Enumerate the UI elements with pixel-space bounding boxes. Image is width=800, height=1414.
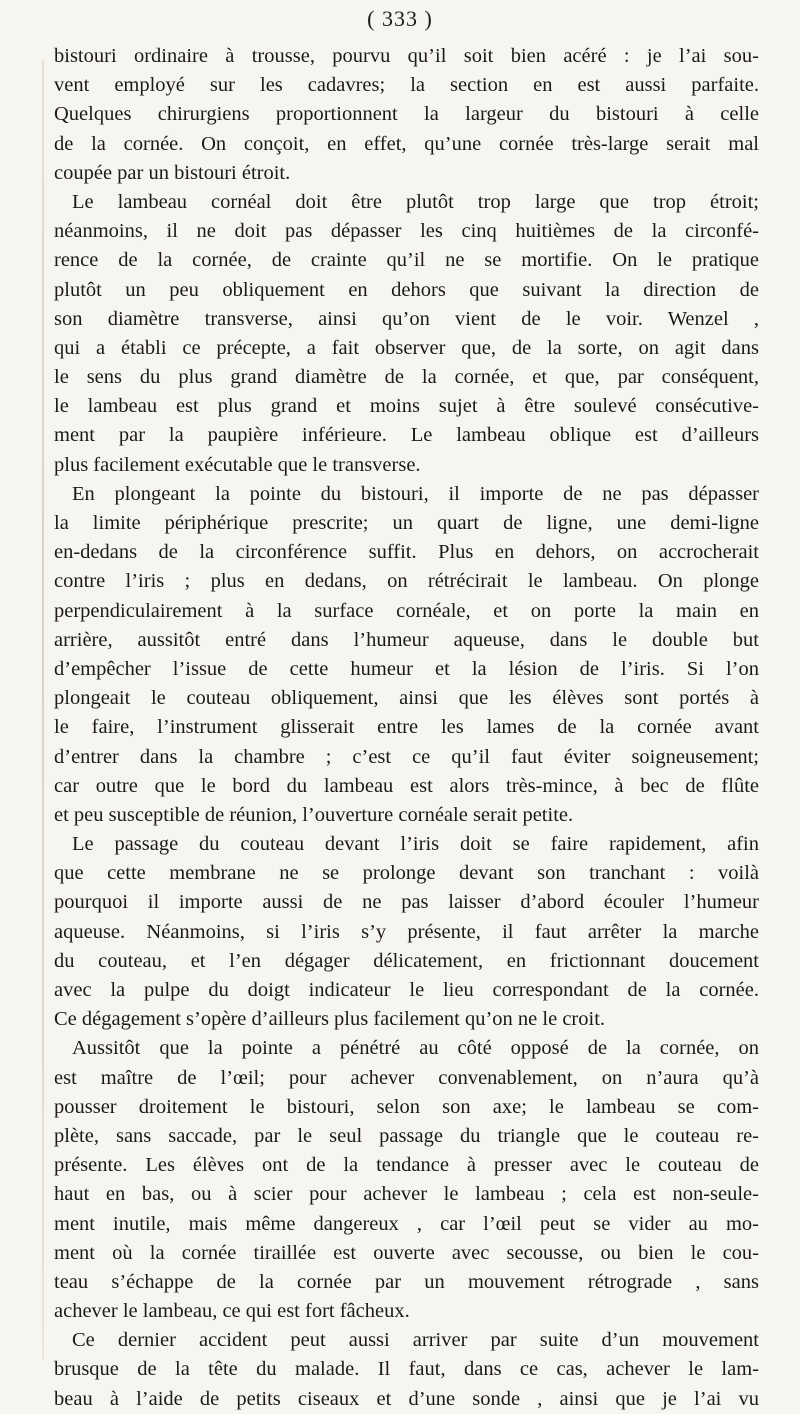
text-line: Quelques chirurgiens proportionnent la largeur du bistouri à celle [54, 103, 759, 126]
text-line: contre l’iris ; plus en dedans, on rétrécirait le lambeau. On plonge [54, 570, 759, 593]
text-line: En plongeant la pointe du bistouri, il importe de ne pas dépasser [72, 482, 759, 505]
text-line: le faire, l’instrument glisserait entre les lames de la cornée avant [54, 716, 759, 739]
text-line: pourquoi il importe aussi de ne pas laisser d’abord écouler l’humeur [54, 891, 759, 914]
text-line: coupée par un bistouri étroit. [54, 161, 291, 184]
text-line: Ce dernier accident peut aussi arriver par suite d’un mouvement [72, 1329, 759, 1352]
text-line: du couteau, et l’en dégager délicatement, en frictionnant doucement [54, 949, 759, 972]
text-line: plutôt un peu obliquement en dehors que suivant la direction de [54, 278, 759, 301]
text-line: d’entrer dans la chambre ; c’est ce qu’il faut éviter soigneusement; [54, 745, 759, 768]
text-line: haut en bas, ou à scier pour achever le lambeau ; cela est non-seule- [54, 1183, 759, 1206]
text-line: la limite périphérique prescrite; un quart de ligne, une demi-ligne [54, 512, 759, 534]
page-number: ( 333 ) [367, 6, 433, 31]
text-line: vent employé sur les cadavres; la section en est aussi parfaite. [54, 74, 759, 97]
text-line: brusque de la tête du malade. Il faut, dans ce cas, achever le lam- [54, 1358, 759, 1381]
text-line: est maître de l’œil; pour achever convenablement, on n’aura qu’à [54, 1066, 759, 1089]
margin-shadow [42, 60, 44, 1360]
text-line: pousser droitement le bistouri, selon son axe; le lambeau se com- [54, 1095, 759, 1118]
text-line: présente. Les élèves ont de la tendance à presser avec le couteau de [54, 1154, 759, 1177]
text-line: bistouri ordinaire à trousse, pourvu qu’il soit bien acéré : je l’ai sou- [54, 45, 759, 67]
text-line: car outre que le bord du lambeau est alors très-mince, à bec de flûte [54, 774, 759, 797]
body-text [54, 42, 759, 1414]
text-line: Aussitôt que la pointe a pénétré au côté opposé de la cornée, on [72, 1037, 759, 1060]
text-line: plus facilement exécutable que le transverse. [54, 453, 421, 476]
text-line: ment inutile, mais même dangereux , car l’œil peut se vider au mo- [54, 1212, 759, 1235]
text-line: de la cornée. On conçoit, en effet, qu’une cornée très-large serait mal [54, 132, 759, 155]
text-line: en-dedans de la circonférence suffit. Plus en dehors, on accrocherait [54, 541, 759, 564]
text-line: teau s’échappe de la cornée par un mouvement rétrograde , sans [54, 1270, 759, 1293]
text-line: le sens du plus grand diamètre de la cornée, et que, par conséquent, [54, 366, 759, 389]
text-line: Ce dégagement s’opère d’ailleurs plus facilement qu’on ne le croit. [54, 1008, 606, 1031]
text-line: plongeait le couteau obliquement, ainsi que les élèves sont portés à [54, 687, 759, 710]
text-line: que cette membrane ne se prolonge devant son tranchant : voilà [54, 862, 759, 885]
text-line: ment où la cornée tiraillée est ouverte avec secousse, ou bien le cou- [54, 1241, 759, 1264]
text-line: le lambeau est plus grand et moins sujet à être soulevé consécutive- [54, 395, 759, 418]
text-line: arrière, aussitôt entré dans l’humeur aqueuse, dans le double but [54, 628, 759, 651]
text-line: aqueuse. Néanmoins, si l’iris s’y présente, il faut arrêter la marche [54, 920, 759, 943]
text-line: plète, sans saccade, par le seul passage du triangle que le couteau re- [54, 1124, 759, 1147]
text-line: achever le lambeau, ce qui est fort fâcheux. [54, 1300, 410, 1323]
text-line: ment par la paupière inférieure. Le lambeau oblique est d’ailleurs [54, 424, 759, 447]
text-line: d’empêcher l’issue de cette humeur et la lésion de l’iris. Si l’on [54, 657, 759, 680]
text-line: Le lambeau cornéal doit être plutôt trop large que trop étroit; [72, 190, 759, 213]
text-line: néanmoins, il ne doit pas dépasser les cinq huitièmes de la circonfé- [54, 220, 759, 243]
text-line: Le passage du couteau devant l’iris doit se faire rapidement, afin [72, 833, 759, 856]
text-line: avec la pulpe du doigt indicateur le lieu correspondant de la cornée. [54, 979, 759, 1001]
text-line: et peu susceptible de réunion, l’ouverture cornéale serait petite. [54, 803, 574, 826]
text-line: rence de la cornée, de crainte qu’il ne se mortifie. On le pratique [54, 249, 759, 272]
text-line: qui a établi ce précepte, a fait observer que, de la sorte, on agit dans [54, 336, 759, 359]
text-line: son diamètre transverse, ainsi qu’on vient de le voir. Wenzel , [54, 307, 759, 330]
text-line: beau à l’aide de petits ciseaux et d’une sonde , ainsi que je l’ai vu [54, 1387, 759, 1410]
text-line: perpendiculairement à la surface cornéale, et on porte la main en [54, 599, 759, 622]
